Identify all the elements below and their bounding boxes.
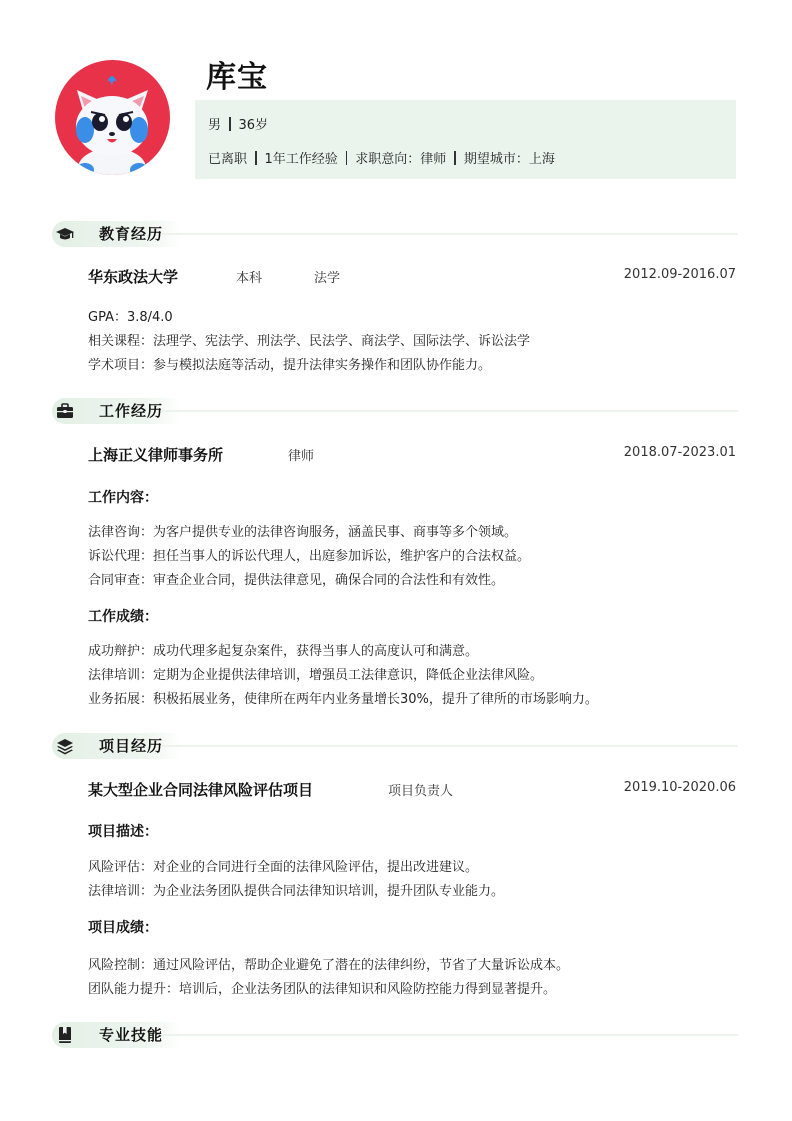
work-content-line: 合同审查：审查企业合同，提供法律意见，确保合同的合法性和有效性。 xyxy=(88,573,505,588)
job-role: 律师 xyxy=(288,449,315,464)
separator xyxy=(454,151,456,165)
layers-icon xyxy=(55,736,75,756)
education-line: 相关课程：法理学、宪法学、刑法学、民法学、商法学、国际法学、诉讼法学 xyxy=(88,334,531,349)
employment-status: 已离职 xyxy=(208,152,248,167)
project-result-line: 风险控制：通过风险评估，帮助企业避免了潜在的法律纠纷，节省了大量诉讼成本。 xyxy=(88,958,570,973)
work-experience: 1年工作经验 xyxy=(264,152,338,167)
expected-city: 期望城市：上海 xyxy=(463,152,555,167)
section-title: 教育经历 xyxy=(99,225,164,243)
major: 法学 xyxy=(314,271,341,286)
separator xyxy=(229,117,231,131)
work-results-heading: 工作成绩： xyxy=(88,609,158,625)
avatar xyxy=(55,60,170,175)
project-role: 项目负责人 xyxy=(388,784,454,799)
section-header-work xyxy=(52,398,738,424)
section-title: 项目经历 xyxy=(99,737,164,755)
project-desc-line: 法律培训：为企业法务团队提供合同法律知识培训，提升团队专业能力。 xyxy=(88,884,505,899)
section-title: 专业技能 xyxy=(99,1026,164,1044)
education-line: GPA：3.8/4.0 xyxy=(88,310,173,325)
section-header-project xyxy=(52,733,738,759)
info-line-personal xyxy=(208,114,268,133)
job-intention: 求职意向：律师 xyxy=(355,152,447,167)
work-result-line: 法律培训：定期为企业提供法律培训，增强员工法律意识，降低企业法律风险。 xyxy=(88,668,544,683)
work-result-line: 业务拓展：积极拓展业务，使律所在两年内业务量增长30%，提升了律所的市场影响力。 xyxy=(88,692,598,707)
candidate-name: 库宝 xyxy=(206,60,268,95)
project-desc-heading: 项目描述： xyxy=(88,824,158,840)
degree: 本科 xyxy=(236,271,263,286)
project-desc-line: 风险评估：对企业的合同进行全面的法律风险评估，提出改进建议。 xyxy=(88,860,479,875)
age: 36岁 xyxy=(238,118,269,133)
project-results-heading: 项目成绩： xyxy=(88,920,158,936)
separator xyxy=(346,151,348,165)
briefcase-icon xyxy=(55,401,75,421)
basic-info-panel xyxy=(195,100,736,179)
project-date: 2019.10-2020.06 xyxy=(623,780,736,795)
cat-mascot-icon xyxy=(55,60,170,175)
gender: 男 xyxy=(208,118,222,133)
work-result-line: 成功辩护：成功代理多起复杂案件，获得当事人的高度认可和满意。 xyxy=(88,644,479,659)
work-content-line: 法律咨询：为客户提供专业的法律咨询服务，涵盖民事、商事等多个领域。 xyxy=(88,525,518,540)
education-date: 2012.09-2016.07 xyxy=(623,267,736,282)
work-date: 2018.07-2023.01 xyxy=(623,445,736,460)
school-name: 华东政法大学 xyxy=(88,268,179,286)
work-content-heading: 工作内容： xyxy=(88,490,158,506)
work-content-line: 诉讼代理：担任当事人的诉讼代理人，出庭参加诉讼，维护客户的合法权益。 xyxy=(88,549,531,564)
graduation-cap-icon xyxy=(55,224,75,244)
company-name: 上海正义律师事务所 xyxy=(88,446,224,464)
education-line: 学术项目：参与模拟法庭等活动，提升法律实务操作和团队协作能力。 xyxy=(88,358,492,373)
section-header-education xyxy=(52,221,738,247)
project-name: 某大型企业合同法律风险评估项目 xyxy=(88,781,314,799)
separator xyxy=(255,151,257,165)
book-icon xyxy=(55,1025,75,1045)
info-line-job xyxy=(208,148,555,167)
section-title: 工作经历 xyxy=(99,402,164,420)
project-result-line: 团队能力提升：培训后，企业法务团队的法律知识和风险防控能力得到显著提升。 xyxy=(88,982,557,997)
section-header-skills xyxy=(52,1022,738,1048)
